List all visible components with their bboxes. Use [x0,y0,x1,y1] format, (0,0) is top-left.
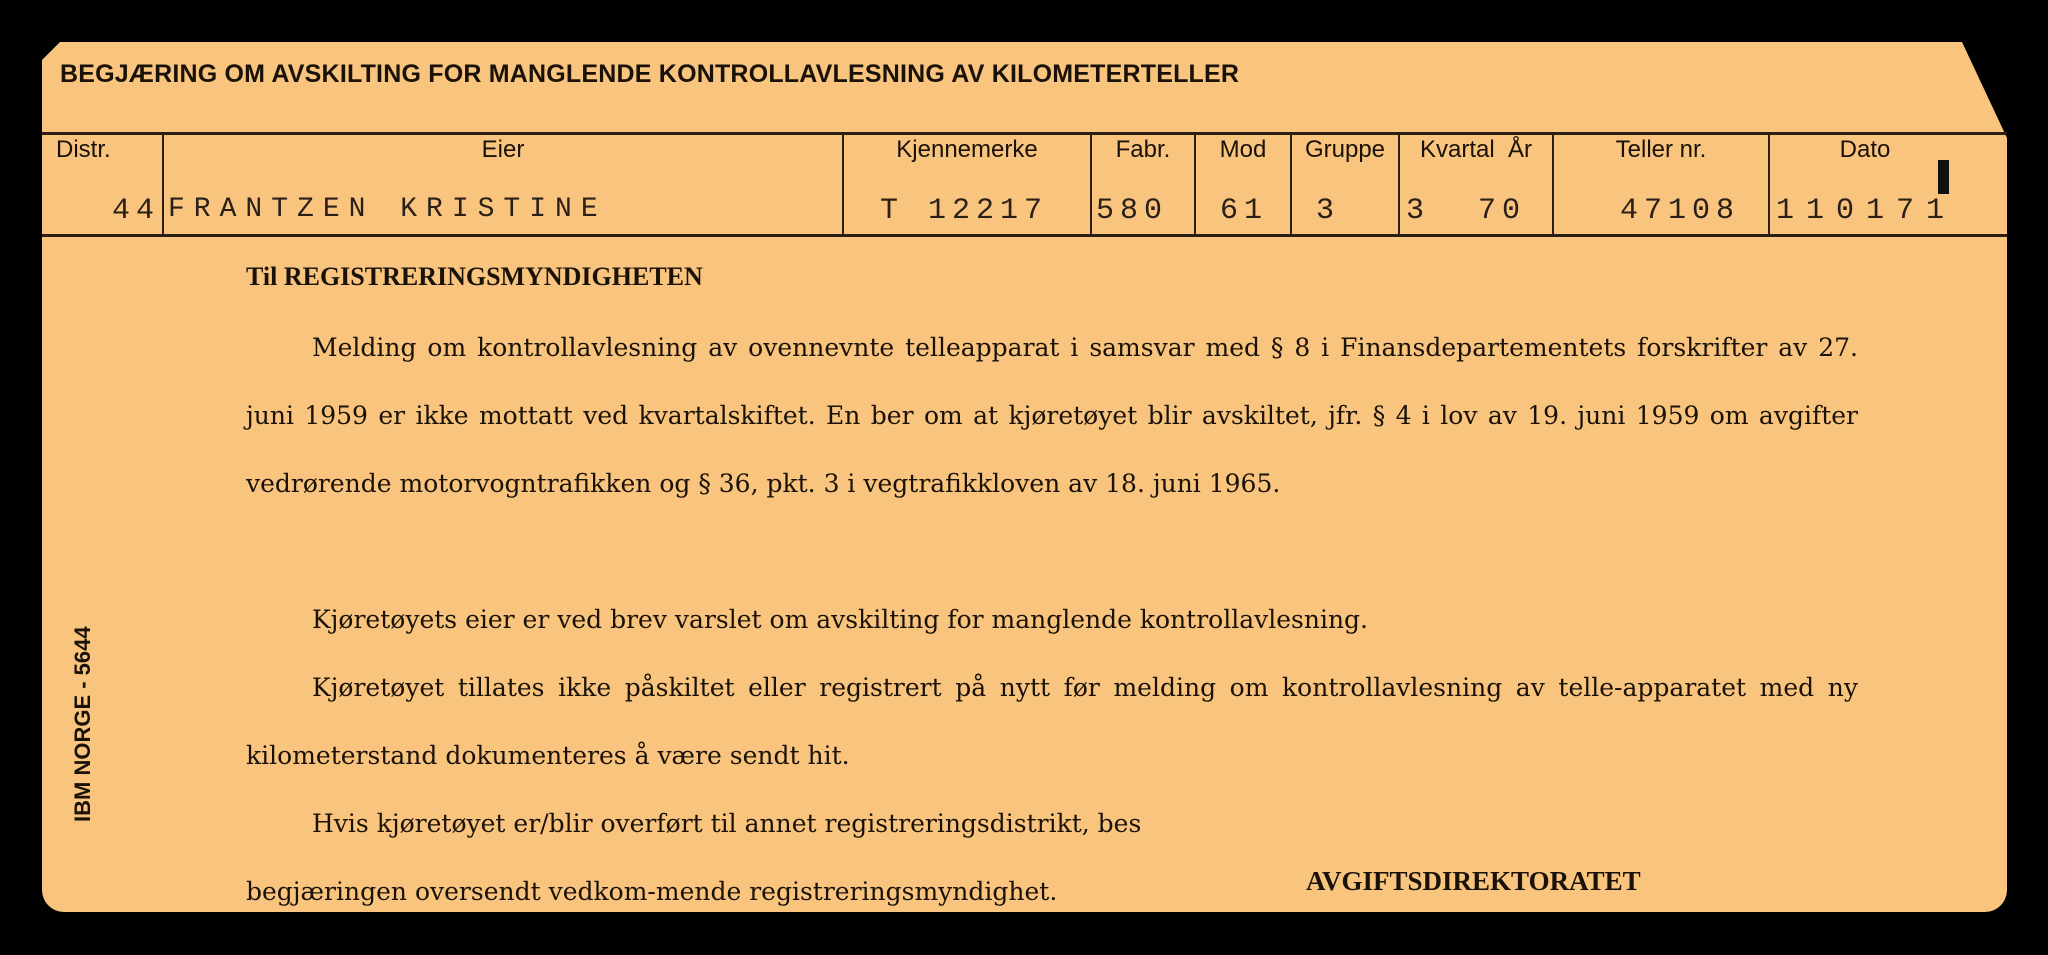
value-gruppe: 3 [1316,194,1341,228]
table-bottom-rule [42,234,2007,237]
paragraph-2: Kjøretøyets eier er ved brev varslet om avskilting for manglende kontrollavlesning. [312,605,1369,634]
col-header-dato: Dato [1839,136,1891,163]
paragraph-1: Melding om kontrollavlesning av ovennevnte telleapparat i samsvar med § 8 i Finansdepartementets forskrifter av 27. juni 1959 er ikke mottatt ved kvartalskiftet. En ber om at kjøretøyet blir avskiltet, jfr. § 4 i lov av 19. juni 1959 om avgifter vedrørende motorvogntrafikken og § 36, pkt. 3 i vegtrafikkloven av 18. juni 1965. [246,333,1858,498]
value-dato: 110171 [1776,194,1957,228]
addressee: Til REGISTRERINGSMYNDIGHETEN [246,262,703,291]
form-title: BEGJÆRING OM AVSKILTING FOR MANGLENDE KONTROLLAVLESNING AV KILOMETERTELLER [60,60,1240,88]
printer-imprint: IBM NORGE - 5644 [70,626,95,822]
value-eier: FRANTZEN KRISTINE [168,194,607,225]
col-header-fabr: Fabr. [1115,136,1171,163]
col-header-kvartal-ar: Kvartal År [1419,136,1533,163]
value-fabr: 580 [1096,194,1169,228]
table-top-rule [42,132,2007,135]
signature: AVGIFTSDIREKTORATET [1306,866,1641,896]
col-header-distr: Distr. [56,136,111,163]
paragraph-3: Kjøretøyet tillates ikke påskiltet eller registrert på nytt før melding om kontrollavlesning av telle-apparatet med ny kilometerstand dokumenteres å være sendt hit. [246,673,1858,770]
value-distr: 44 [111,194,160,228]
col-header-kjennemerke: Kjennemerke [896,136,1038,163]
value-mod: 61 [1220,194,1269,228]
paragraph-4: Hvis kjøretøyet er/blir overført til annet registreringsdistrikt, bes begjæringen oversendt vedkom-mende registreringsmyndighet. [246,809,1142,906]
col-header-eier: Eier [481,136,525,163]
col-header-mod: Mod [1219,136,1267,163]
sync-mark [1938,160,1949,194]
value-kjennemerke: T 12217 [880,194,1049,228]
col-header-gruppe: Gruppe [1304,136,1386,163]
value-kvartal-ar: 3 70 [1406,194,1527,228]
value-teller-nr: 47108 [1620,194,1741,228]
col-header-teller-nr: Teller nr. [1615,136,1707,163]
